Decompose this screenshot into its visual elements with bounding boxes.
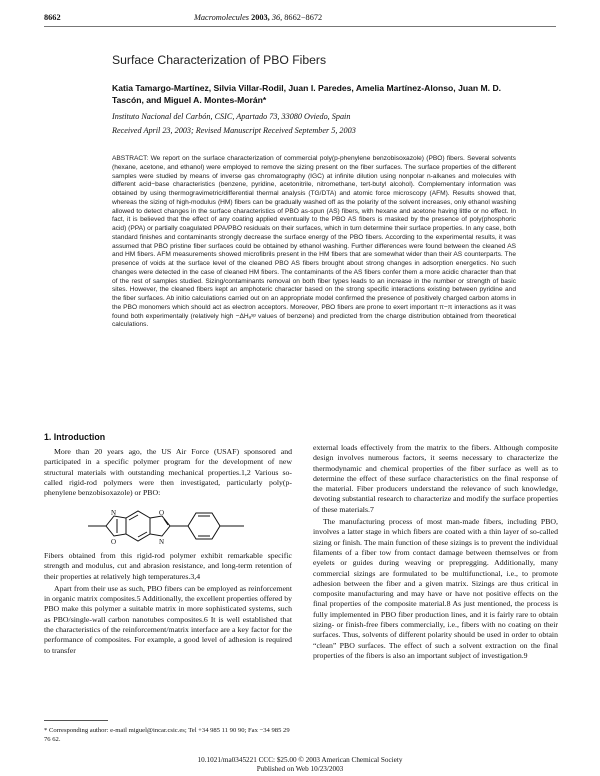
right-column bbox=[313, 443, 558, 663]
svg-text:O: O bbox=[111, 538, 117, 546]
intro-paragraph-5: The manufacturing process of most man-made fibers, including PBO, involves a latter stage in which fibers are coated with a thin layer of so-called sizing or finish. The main function of these sizings is to prevent the individual filaments of a fiber tow from contact damage between themselves or from eyelets or guides during weaving or prepregging. Additionally, many commercial sizings are formulated to be multifunctional, i.e., to promote adhesion between the fiber and a given matrix. Sizings are thus critical in composite manufacturing and may have or have not positive effects on the final properties of the composite material.8 As just mentioned, the process is fully implemented in PBO fiber production lines, and it is fairly rare to obtain sizing- or finish-free fibers commercially, i.e., fibers with no coating on their surfaces. Thus, solvents of different polarity should be used in order to obtain “clean” PBO surfaces. The effect of such a solvent extraction on the final properties of the fibers is also an important subject of investigation.9 bbox=[313, 517, 558, 660]
journal-volume: 36, bbox=[271, 13, 283, 22]
intro-paragraph-3: Apart from their use as such, PBO fibers can be employed as reinforcement in organic matrix composites.5 Additionally, the excellent properties offered by PBO make this polymer a suitable matrix in more sophisticated systems, such as PBO/single-wall carbon nanotubes composites.6 It is well established that the characteristics of the reinforcement/matrix interface are a key factor for the performance of composites. For example, a good level of adhesion is required to transfer bbox=[44, 583, 292, 655]
received-text: Received April 23, 2003; Revised Manuscript Received September 5, 2003 bbox=[112, 126, 356, 135]
svg-text:N: N bbox=[111, 509, 117, 517]
abstract-text: We report on the surface characterization of commercial poly(p-phenylene benzobisoxazole) (PBO) fibers. Several solvents (hexane, acetone, and ethanol) were employed to remove the sizing present on the fiber surfaces. The surface properties of the different samples were studied by means of inverse gas chromatography (IGC) at infinite dilution using nonpolar n-alkanes and molecules with different acid−base characteristics (benzene, pyridine, acetonitrile, nitromethane, tert-butyl alcohol). Complementary information was obtained by using thermogravimetric/differential thermal analysis (TG/DTA) and atomic force microscopy (AFM). Results showed that, whereas the sizing of high-modulus (HM) fibers can be gradually washed off as the polarity of the solvent increases, only ethanol washing allowed to detect changes in the surface characteristics of PBO as-spun (AS) fibers, with hexane and acetone having little or no effect. In fact, it is believed that the effect of any coating applied eventually to the PBO AS fibers is masked by the presence of poly(phosphoric acid) (PPA) or partially coagulated PPA/PBO residuals on their surfaces, which in turn determine their surface properties. In any case, both standard finishes and contaminants strongly decrease the surface energy of the PBO fibers. According to the experimental results, it was assumed that PBO pristine fiber surfaces could be obtained by ethanol washing. Further differences were found between the cleaned AS and HM fibers. AFM measurements showed microfibrils present in the HM fibers that are somewhat wider than their AS counterparts. The presence of voids at the surface level of the cleaned PBO AS fibers brought about strong changes in adsorption energetics. No such changes were detected in the case of cleaned HM fibers. The contaminants of the AS fibers confer them a more acidic character than that of the rest of samples studied. Sizing/contaminants removal on both fiber types leads to an increase in the number or strength of basic sites. However, the cleaned fibers kept an amphoteric character based on the strong specific interactions existing between pyridine and the fiber surfaces. Ab initio calculations carried out on an appropriate model confirmed the presence of positively charged carbon atoms in the PBO monomers which should act as electron acceptors. Moreover, PBO fibers are prone to exert important π−π interactions as it was found both experimentally (relatively high −ΔHₐˢᵖ values of benzene) and predicted from the charge distribution obtained from theoretical calculations. bbox=[112, 155, 516, 329]
footnote-rule bbox=[44, 720, 108, 721]
journal-year: 2003, bbox=[251, 13, 270, 22]
affiliation: Instituto Nacional del Carbón, CSIC, Apartado 73, 33080 Oviedo, Spain bbox=[112, 112, 351, 121]
svg-text:O: O bbox=[159, 509, 165, 517]
published-line: Published on Web 10/23/2003 bbox=[256, 764, 344, 773]
page-footer bbox=[0, 756, 600, 773]
doi-line: 10.1021/ma0345221 CCC: $25.00 © 2003 American Chemical Society bbox=[197, 756, 403, 764]
intro-paragraph-4: external loads effectively from the matrix to the fibers. Although composite design involves numerous factors, it seems necessary to characterize the thermodynamic and chemical properties of the fiber surface as well as to determine the effect of these surface characteristics on the final response of the material. Fiber producers understand the relevance of such knowledge, devoting substantial research to characterize and modify the surface properties of these materials.7 bbox=[313, 443, 558, 514]
journal-name: Macromolecules bbox=[194, 13, 249, 22]
page-number: 8662 bbox=[44, 13, 61, 22]
article-title: Surface Characterization of PBO Fibers bbox=[112, 53, 327, 67]
intro-paragraph-2: Fibers obtained from this rigid-rod polymer exhibit remarkable specific strength and modulus, cut and abrasion resistance, and long-term retention of their properties at relatively high temperatures.3,4 bbox=[44, 551, 292, 581]
svg-text:N: N bbox=[159, 538, 165, 546]
journal-pages: 8662−8672 bbox=[284, 13, 323, 22]
corresponding-author-footnote: * Corresponding author: e-mail miguel@incar.csic.es; Tel +34 985 11 90 90; Fax −34 985 29 76 62. bbox=[44, 727, 290, 743]
received-dates bbox=[112, 126, 356, 135]
header-rule bbox=[44, 26, 556, 27]
oxazole-ring-left bbox=[106, 516, 126, 536]
pbo-structure-diagram bbox=[84, 505, 274, 549]
phenylene-ring bbox=[188, 513, 220, 539]
abstract-label: ABSTRACT: bbox=[112, 155, 149, 162]
left-column-bottom bbox=[44, 551, 292, 658]
intro-paragraph-1: More than 20 years ago, the US Air Force (USAF) sponsored and participated in a specific polymer program for the development of new structural materials with outstanding mechanical properties.1,2 Various so-called rigid-rod polymers were then investigated, particularly poly(p-phenylene benzobisoxazole) or PBO: bbox=[44, 447, 292, 498]
journal-citation bbox=[194, 13, 322, 22]
abstract bbox=[112, 155, 516, 330]
left-column-top bbox=[44, 447, 292, 500]
author-list: Katia Tamargo-Martínez, Silvia Villar-Rodil, Juan I. Paredes, Amelia Martínez-Alonso, Juan M. D. Tascón, and Miguel A. Montes-Morán* bbox=[112, 83, 502, 105]
section-heading: 1. Introduction bbox=[44, 432, 106, 442]
oxazole-ring-right bbox=[150, 516, 170, 536]
